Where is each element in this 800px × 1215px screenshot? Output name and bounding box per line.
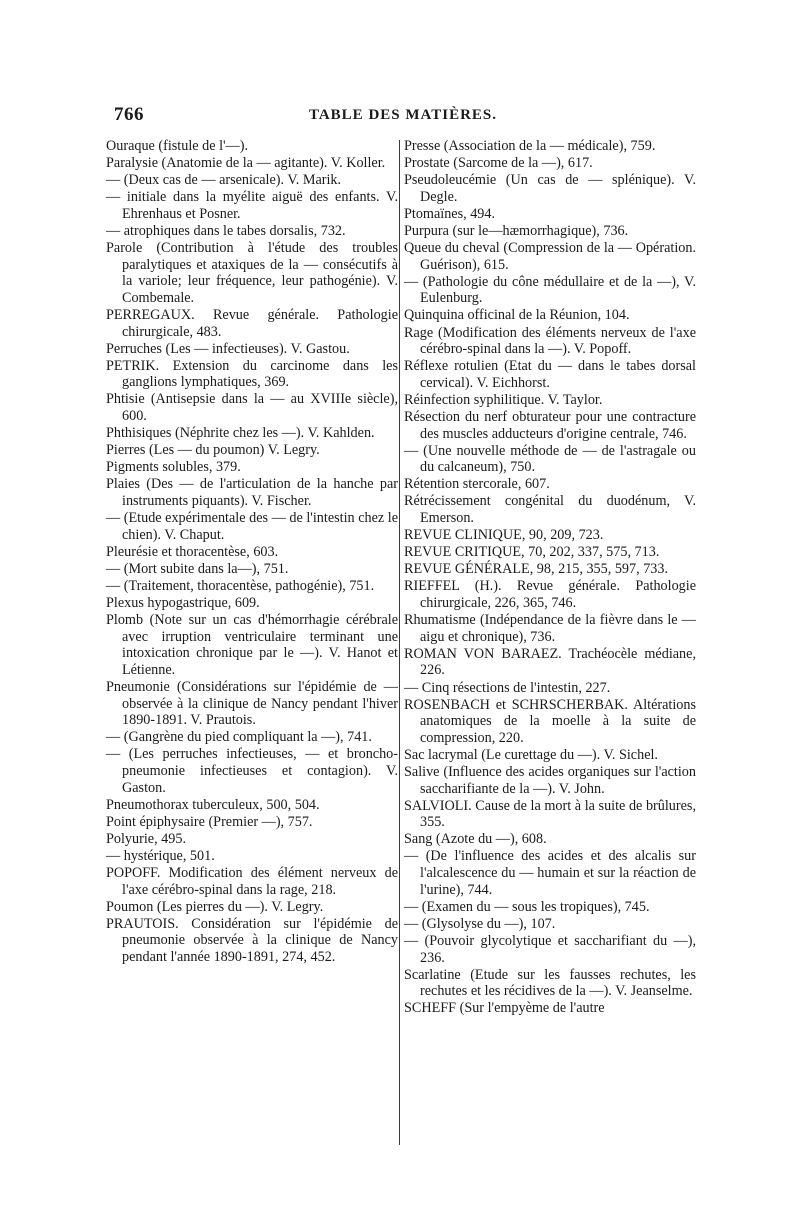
index-entry: Pleurésie et thoracentèse, 603. [106, 543, 279, 560]
index-entry: Plaies (Des — de l'articulation de la hanche par instruments piquants). V. Fischer. [106, 476, 398, 509]
index-entry: PRAUTOIS. Considération sur l'épidémie de pneumonie observée à la clinique de Nancy pendant l'année 1890-1891, 274, 452. [106, 915, 398, 965]
index-entry: Rétention stercorale, 607. [404, 476, 550, 493]
index-entry: Prostate (Sarcome de la —), 617. [404, 155, 593, 172]
index-entry: RIEFFEL (H.). Revue générale. Pathologie chirurgicale, 226, 365, 746. [404, 578, 696, 612]
index-entry: — (Glysolyse du —), 107. [404, 915, 556, 932]
index-entry: Paralysie (Anatomie de la — agitante). V. Koller. [106, 155, 386, 172]
index-entry: Queue du cheval (Compression de la — Opération. Guérison), 615. [404, 240, 696, 273]
left-column [106, 138, 398, 966]
page-number: 766 [114, 104, 144, 125]
index-entry: Plomb (Note sur un cas d'hémorrhagie cérébrale avec irruption ventriculaire terminant une intoxication chronique par le —). V. Hanot et Létienne. [106, 612, 398, 678]
page-header [114, 104, 692, 124]
index-entry: — (Gangrène du pied compliquant la —), 741. [106, 729, 372, 746]
index-entry: Phtisie (Antisepsie dans la — au XVIIIe siècle), 600. [106, 391, 398, 424]
index-entry: REVUE CLINIQUE, 90, 209, 723. [404, 527, 604, 544]
index-entry: Phthisiques (Néphrite chez les —). V. Kahlden. [106, 425, 375, 442]
index-entry: Salive (Influence des acides organiques sur l'action saccharifiante de la —). V. John. [404, 763, 696, 797]
index-entry: — (Deux cas de — arsenicale). V. Marik. [106, 172, 342, 189]
index-entry: Sang (Azote du —), 608. [404, 831, 547, 848]
index-entry: Purpura (sur le—hæmorrhagique), 736. [404, 222, 629, 239]
index-entry: PERREGAUX. Revue générale. Pathologie chirurgicale, 483. [106, 306, 398, 340]
index-entry: — (Une nouvelle méthode de — de l'astragale ou du calcaneum), 750. [404, 442, 696, 476]
index-entry: ROSENBACH et SCHRSCHERBAK. Altérations anatomiques de la moelle à la suite de compression, 220. [404, 696, 696, 746]
index-entry: REVUE CRITIQUE, 70, 202, 337, 575, 713. [404, 544, 660, 561]
index-entry: Polyurie, 495. [106, 830, 186, 847]
index-entry: Pierres (Les — du poumon) V. Legry. [106, 442, 320, 459]
index-entry: — (Traitement, thoracentèse, pathogénie), 751. [106, 577, 375, 594]
index-entry: Pneumonie (Considérations sur l'épidémie de — observée à la clinique de Nancy pendant l'hiver 1890-1891. V. Prautois. [106, 679, 398, 729]
index-entry: Réinfection syphilitique. V. Taylor. [404, 391, 603, 408]
index-entry: Réflexe rotulien (Etat du — dans le tabes dorsal cervical). V. Eichhorst. [404, 358, 696, 391]
index-entry: Rage (Modification des éléments nerveux de l'axe cérébro-spinal dans la —). V. Popoff. [404, 324, 696, 358]
index-entry: Presse (Association de la — médicale), 759. [404, 138, 656, 154]
index-entry: — atrophiques dans le tabes dorsalis, 732. [106, 222, 346, 239]
index-entry: — (Etude expérimentale des — de l'intestin chez le chien). V. Chaput. [106, 510, 398, 543]
index-entry: — (Pouvoir glycolytique et saccharifiant du —), 236. [404, 932, 696, 966]
index-entry: — Cinq résections de l'intestin, 227. [404, 679, 611, 696]
index-entry: Point épiphysaire (Premier —), 757. [106, 813, 313, 830]
index-entry: Rétrécissement congénital du duodénum, V. Emerson. [404, 493, 696, 527]
index-entry: Pseudoleucémie (Un cas de — splénique). V. Degle. [404, 172, 696, 205]
index-entry: Pigments solubles, 379. [106, 459, 241, 476]
index-entry: SALVIOLI. Cause de la mort à la suite de brûlures, 355. [404, 797, 696, 831]
index-entry: Perruches (Les — infectieuses). V. Gastou. [106, 340, 350, 357]
index-entry: PETRIK. Extension du carcinome dans les ganglions lymphatiques, 369. [106, 357, 398, 391]
index-entry: Scarlatine (Etude sur les fausses rechutes, les rechutes et les récidives de la —). V. Jeanselme. [404, 966, 696, 1000]
index-entry: — initiale dans la myélite aiguë des enfants. V. Ehrenhaus et Posner. [106, 189, 398, 222]
index-entry: Pneumothorax tuberculeux, 500, 504. [106, 796, 320, 813]
index-entry: Ptomaïnes, 494. [404, 205, 496, 222]
index-entry: POPOFF. Modification des élément nerveux de l'axe cérébro-spinal dans la rage, 218. [106, 865, 398, 898]
right-column [404, 138, 696, 1017]
index-entry: Quinquina officinal de la Réunion, 104. [404, 307, 630, 324]
index-entry: — (Pathologie du cône médullaire et de la —), V. Eulenburg. [404, 273, 696, 307]
index-entry: Résection du nerf obturateur pour une contracture des muscles adducteurs d'origine centrale, 746. [404, 409, 696, 442]
running-title: TABLE DES MATIÈRES. [308, 107, 498, 123]
index-entry: — (Les perruches infectieuses, — et broncho-pneumonie infectieuses et contagion). V. Gaston. [106, 746, 398, 796]
index-entry: REVUE GÉNÉRALE, 98, 215, 355, 597, 733. [404, 561, 669, 578]
index-entry: Poumon (Les pierres du —). V. Legry. [106, 898, 324, 915]
index-entry: — (De l'influence des acides et des alcalis sur l'alcalescence du — humain et sur la réaction de l'urine), 744. [404, 848, 696, 898]
index-entry: Ouraque (fistule de l'—). [106, 138, 249, 154]
index-entry: Rhumatisme (Indépendance de la fièvre dans le — aigu et chronique), 736. [404, 612, 696, 645]
index-entry: — hystérique, 501. [106, 847, 215, 864]
column-divider [399, 140, 400, 1145]
index-entry: — (Mort subite dans la—), 751. [106, 560, 289, 577]
index-entry: ROMAN VON BARAEZ. Trachéocèle médiane, 226. [404, 645, 696, 679]
index-entry: — (Examen du — sous les tropiques), 745. [404, 898, 650, 915]
index-entry: Parole (Contribution à l'étude des troubles paralytiques et ataxiques de la — consécutifs à la variole; leur fréquence, leur pathogénie). V. Combemale. [106, 240, 398, 306]
index-entry: SCHEFF (Sur l'empyème de l'autre [404, 1000, 605, 1017]
index-entry: Sac lacrymal (Le curettage du —). V. Sichel. [404, 746, 658, 763]
index-entry: Plexus hypogastrique, 609. [106, 595, 260, 612]
